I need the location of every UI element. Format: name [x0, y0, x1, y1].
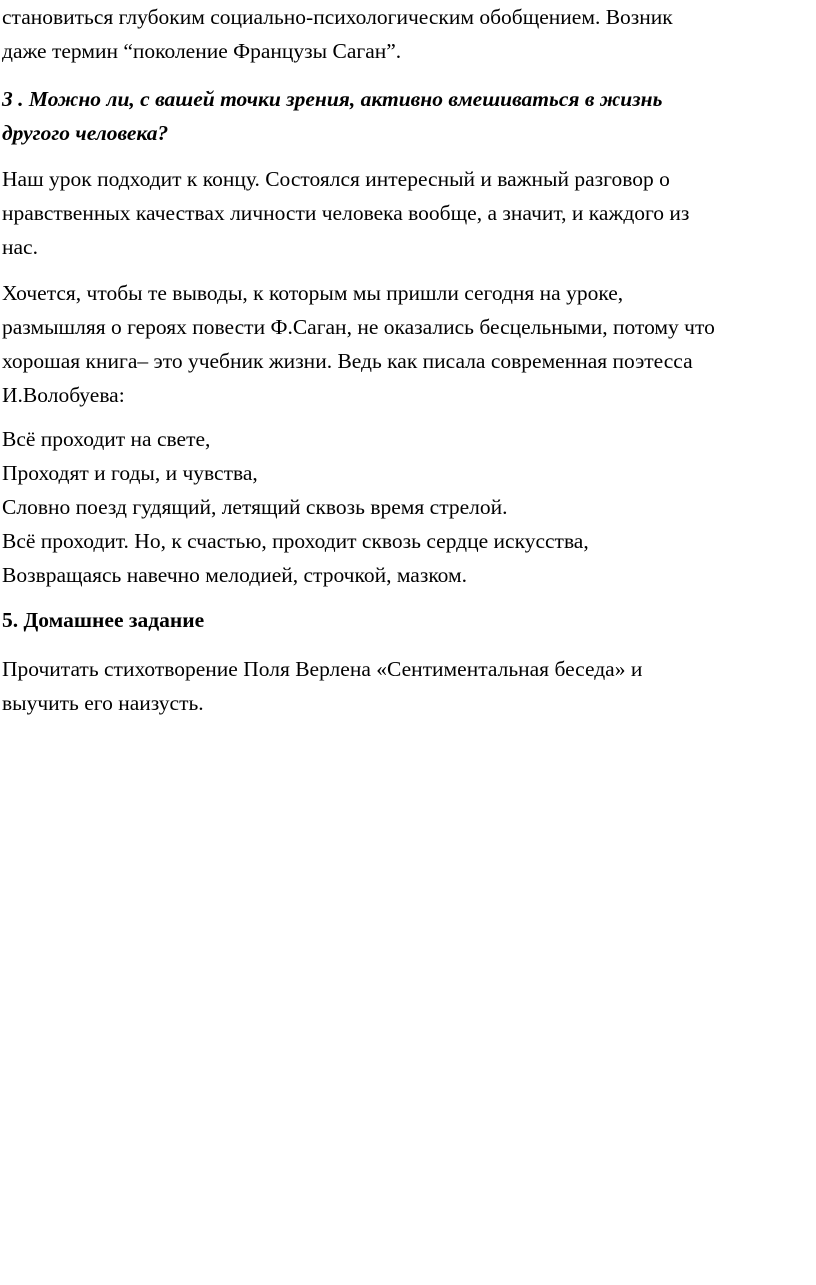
- conclusion-paragraph: [2, 162, 814, 264]
- poem-line: Словно поезд гудящий, летящий сквозь время стрелой.: [2, 495, 508, 519]
- homework-line: Прочитать стихотворение Поля Верлена «Сентиментальная беседа» и: [2, 657, 643, 681]
- poem-line: Проходят и годы, и чувства,: [2, 461, 258, 485]
- conclusion-line: нравственных качествах личности человека вообще, а значит, и каждого из: [2, 201, 690, 225]
- conclusion-line: нас.: [2, 235, 38, 259]
- wish-line: хорошая книга– это учебник жизни. Ведь как писала современная поэтесса: [2, 349, 693, 373]
- wish-paragraph: [2, 276, 814, 412]
- poem-line: Возвращаясь навечно мелодией, строчкой, мазком.: [2, 563, 468, 587]
- poem-stanza: [2, 422, 814, 592]
- poem-line: Всё проходит. Но, к счастью, проходит сквозь сердце искусства,: [2, 529, 589, 553]
- intro-paragraph: [2, 0, 814, 68]
- intro-line: даже термин “поколение Французы Саган”.: [2, 39, 402, 63]
- wish-line: И.Волобуева:: [2, 383, 125, 407]
- question-line: другого человека?: [2, 121, 169, 145]
- homework-paragraph: [2, 652, 814, 720]
- poem-line: Всё проходит на свете,: [2, 427, 211, 451]
- conclusion-line: Наш урок подходит к концу. Состоялся интересный и важный разговор о: [2, 167, 670, 191]
- wish-line: Хочется, чтобы те выводы, к которым мы пришли сегодня на уроке,: [2, 281, 624, 305]
- homework-heading: 5. Домашнее задание: [2, 608, 205, 632]
- question-3-heading: [2, 82, 814, 150]
- intro-line: становиться глубоким социально-психологическим обобщением. Возник: [2, 5, 673, 29]
- wish-line: размышляя о героях повести Ф.Саган, не оказались бесцельными, потому что: [2, 315, 715, 339]
- homework-line: выучить его наизусть.: [2, 691, 204, 715]
- question-line: 3 . Можно ли, с вашей точки зрения, активно вмешиваться в жизнь: [2, 87, 663, 111]
